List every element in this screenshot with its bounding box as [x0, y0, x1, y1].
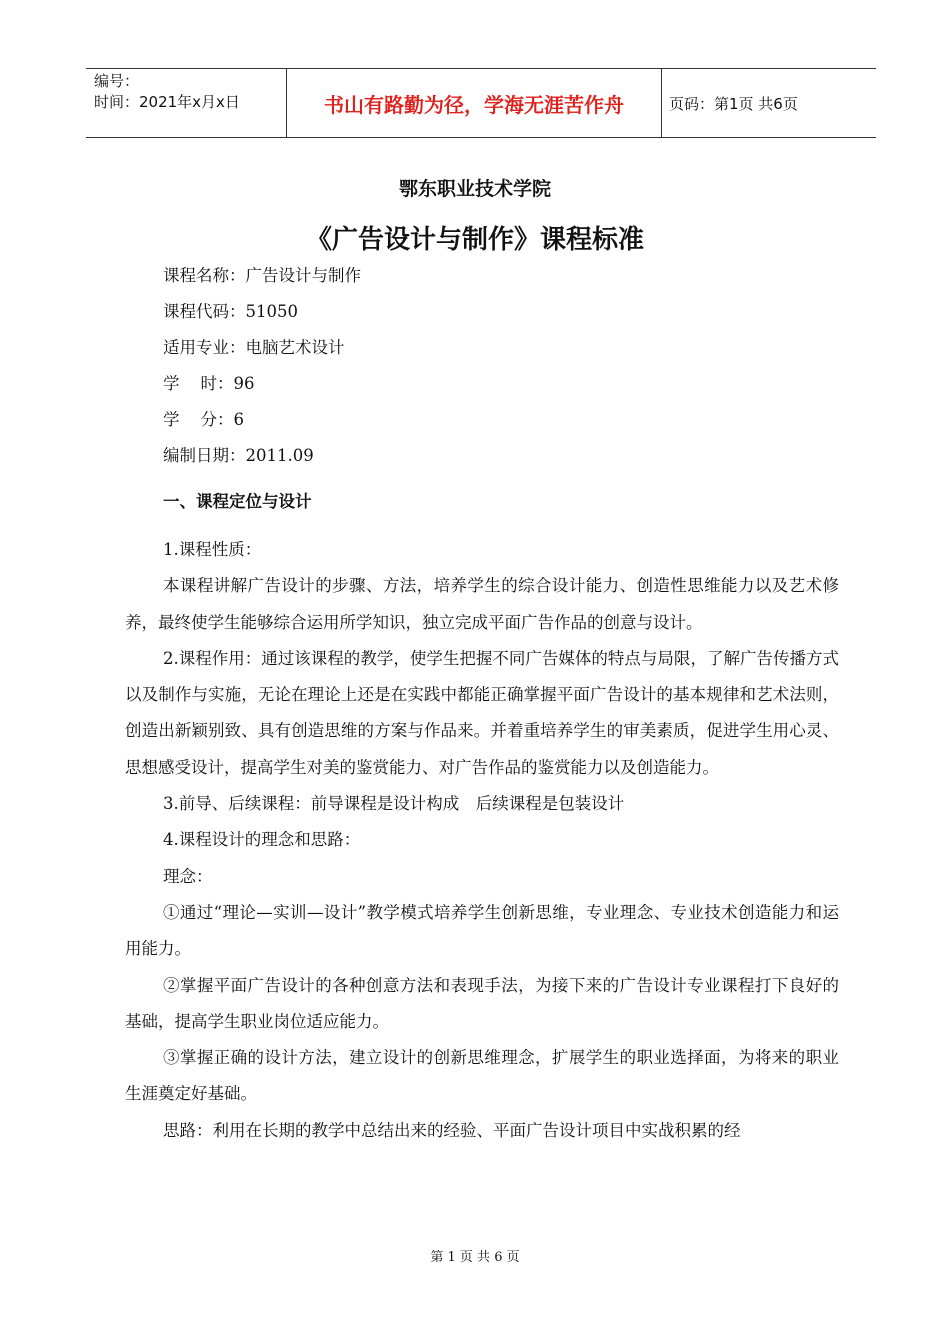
header-motto: 书山有路勤为径，学海无涯苦作舟 [286, 69, 662, 137]
page-footer: 第 1 页 共 6 页 [430, 1250, 520, 1265]
paragraph: 理念： [163, 866, 213, 886]
info-hours: 学 时：96 [163, 374, 255, 393]
info-course-code: 课程代码：51050 [163, 302, 298, 321]
course-info [163, 258, 361, 474]
number-label: 编号： [94, 72, 140, 90]
paragraph: 2.课程作用：通过该课程的教学，使学生把握不同广告媒体的特点与局限，了解广告传播方式以及制作与实施，无论在理论上还是在实践中都能正确掌握平面广告设计的基本规律和艺术法则，创造出新颖别致、具有创造思维的方案与作品来。并着重培养学生的审美素质，促进学生用心灵、思想感受设计，提高学生对美的鉴赏能力、对广告作品的鉴赏能力以及创造能力。 [125, 648, 839, 777]
paragraph: ①通过“理论—实训—设计”教学模式培养学生创新思维，专业理念、专业技术创造能力和运用能力。 [125, 902, 839, 959]
paragraph: ②掌握平面广告设计的各种创意方法和表现手法，为接下来的广告设计专业课程打下良好的基础，提高学生职业岗位适应能力。 [125, 975, 839, 1031]
school-name: 鄂东职业技术学院 [398, 178, 551, 200]
page-header [86, 68, 876, 138]
info-major: 适用专业：电脑艺术设计 [163, 338, 345, 357]
paragraph: ③掌握正确的设计方法，建立设计的创新思维理念，扩展学生的职业选择面，为将来的职业生涯奠定好基础。 [125, 1048, 839, 1104]
paragraph: 思路：利用在长期的教学中总结出来的经验、平面广告设计项目中实战积累的经 [163, 1120, 741, 1140]
header-page-info: 页码：第1页 共6页 [669, 94, 798, 113]
time-label: 时间：2021年x月x日 [94, 93, 240, 111]
info-course-name: 课程名称：广告设计与制作 [163, 266, 361, 285]
document-title: 《广告设计与制作》课程标准 [305, 225, 644, 255]
header-meta [94, 71, 284, 113]
info-credits: 学 分：6 [163, 410, 244, 429]
paragraph: 3.前导、后续课程：前导课程是设计构成 后续课程是包装设计 [163, 794, 625, 814]
paragraph: 4.课程设计的理念和思路： [163, 830, 361, 850]
section-heading: 一、课程定位与设计 [163, 492, 312, 511]
body-text [125, 532, 839, 1149]
info-date: 编制日期：2011.09 [163, 446, 314, 465]
paragraph: 1.课程性质： [163, 540, 262, 559]
paragraph: 本课程讲解广告设计的步骤、方法，培养学生的综合设计能力、创造性思维能力以及艺术修养，最终使学生能够综合运用所学知识，独立完成平面广告作品的创意与设计。 [125, 576, 839, 632]
